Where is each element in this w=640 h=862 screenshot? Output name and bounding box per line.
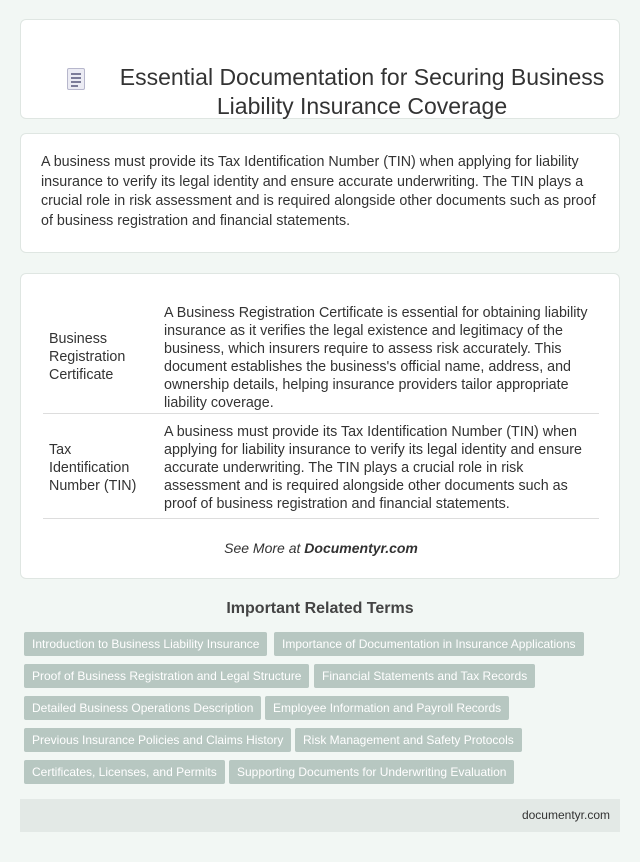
- intro-card: [20, 133, 620, 253]
- footer-bar: [20, 799, 620, 832]
- table-row: [43, 415, 599, 519]
- title-card: [20, 19, 620, 119]
- related-term-tag[interactable]: Risk Management and Safety Protocols: [295, 728, 522, 752]
- document-icon: [67, 68, 85, 90]
- see-more-link[interactable]: Documentyr.com: [304, 540, 418, 556]
- table-term: Tax Identification Number (TIN): [49, 442, 137, 494]
- related-terms-title: Important Related Terms: [226, 600, 414, 617]
- table-description: A Business Registration Certificate is essential for obtaining liability insurance as it verifies the legal existence and legitimacy of the business, which insurers require to assess risk accurately. This document establishes the business's official name, address, and ownership details, helping insurance providers tailor appropriate liability coverage.: [164, 305, 588, 411]
- related-term-tag[interactable]: Certificates, Licenses, and Permits: [24, 760, 225, 784]
- page-title: Essential Documentation for Securing Business Liability Insurance Coverage: [119, 64, 605, 119]
- footer-site-link[interactable]: documentyr.com: [521, 808, 610, 822]
- table-row: [43, 299, 599, 414]
- row-divider: [43, 413, 599, 414]
- related-term-tag[interactable]: Employee Information and Payroll Records: [265, 696, 509, 720]
- intro-paragraph: A business must provide its Tax Identification Number (TIN) when applying for liability insurance to verify its legal identity and ensure accurate underwriting. The TIN plays a crucial role in risk assessment and is required alongside other documents such as proof of business registration and financial statements.: [41, 154, 596, 229]
- related-term-tag[interactable]: Importance of Documentation in Insurance Applications: [274, 632, 584, 656]
- related-term-tag[interactable]: Detailed Business Operations Description: [24, 696, 261, 720]
- see-more-line: [21, 540, 621, 556]
- row-divider: [43, 518, 599, 519]
- documents-table: [20, 273, 620, 579]
- related-term-tag[interactable]: Introduction to Business Liability Insurance: [24, 632, 267, 656]
- table-description: A business must provide its Tax Identification Number (TIN) when applying for liability insurance to verify its legal identity and ensure accurate underwriting. The TIN plays a crucial role in risk assessment and is required alongside other documents such as proof of business registration and financial statements.: [164, 424, 583, 512]
- see-more-prefix: See More at: [224, 540, 305, 556]
- related-term-tag[interactable]: Previous Insurance Policies and Claims History: [24, 728, 291, 752]
- related-term-tag[interactable]: Proof of Business Registration and Legal Structure: [24, 664, 309, 688]
- related-term-tag[interactable]: Supporting Documents for Underwriting Evaluation: [229, 760, 514, 784]
- related-term-tag[interactable]: Financial Statements and Tax Records: [314, 664, 535, 688]
- table-term: Business Registration Certificate: [49, 331, 126, 383]
